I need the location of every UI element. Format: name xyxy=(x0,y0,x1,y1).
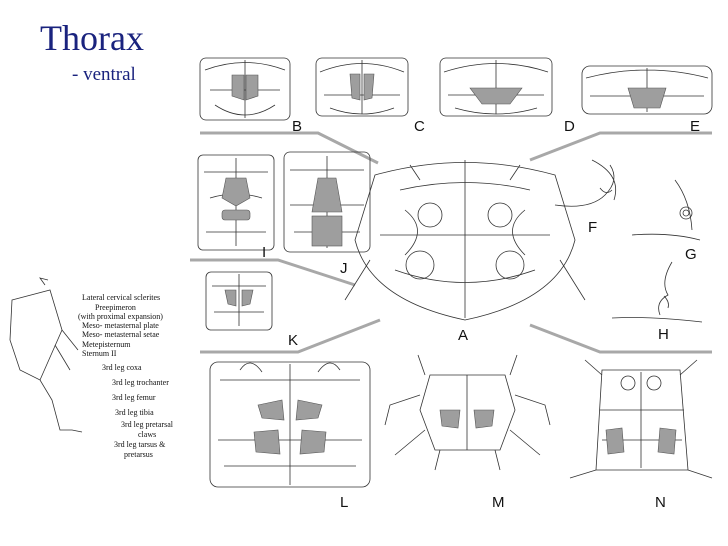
panel-c-drawing xyxy=(316,58,408,116)
panel-a-drawing xyxy=(345,160,585,320)
panel-k-drawing xyxy=(206,272,272,330)
page-subtitle: - ventral xyxy=(72,64,136,85)
panel-label-j: J xyxy=(340,260,348,277)
panel-label-f: F xyxy=(588,219,598,236)
annotation-label: 3rd leg tibia xyxy=(115,408,154,417)
panel-j-drawing xyxy=(284,152,370,252)
panel-e-drawing xyxy=(582,66,712,114)
page-title: Thorax xyxy=(40,18,144,58)
panel-label-b: B xyxy=(292,118,303,135)
annotation-label: 3rd leg tarsus & xyxy=(114,440,166,449)
panel-n-drawing xyxy=(570,360,712,478)
panel-i-drawing xyxy=(198,155,274,250)
annotation-label: claws xyxy=(138,430,157,439)
panel-g-drawing xyxy=(632,180,700,240)
annotation-label: Sternum II xyxy=(82,349,117,358)
side-figure-drawing xyxy=(10,278,82,432)
panel-label-c: C xyxy=(414,118,425,135)
panel-label-m: M xyxy=(492,494,505,511)
panel-label-n: N xyxy=(655,494,666,511)
panel-f-drawing xyxy=(555,160,616,206)
annotation-label: 3rd leg trochanter xyxy=(112,378,169,387)
panel-l-drawing xyxy=(210,362,370,487)
annotation-label: Meso- metasternal plate xyxy=(82,321,159,330)
panel-label-d: D xyxy=(564,118,575,135)
panel-label-l: L xyxy=(340,494,349,511)
annotation-label: Meso- metasternal setae xyxy=(82,330,160,339)
panel-h-drawing xyxy=(612,262,702,322)
annotation-label: Preepimeron xyxy=(95,303,136,312)
connector-lines xyxy=(190,133,712,352)
annotation-label: pretarsus xyxy=(124,450,153,459)
annotation-label: (with proximal expansion) xyxy=(78,312,163,321)
panel-b-drawing xyxy=(200,58,290,120)
panel-label-k: K xyxy=(288,332,299,349)
panel-label-h: H xyxy=(658,326,669,343)
panel-label-a: A xyxy=(458,327,469,344)
annotation-label: 3rd leg pretarsal xyxy=(121,420,173,429)
annotation-label: Metepisternum xyxy=(82,340,131,349)
panel-m-drawing xyxy=(385,355,550,470)
annotation-label: Lateral cervical sclerites xyxy=(82,293,161,302)
panel-label-i: I xyxy=(262,244,267,261)
panel-label-e: E xyxy=(690,118,701,135)
annotation-label: 3rd leg coxa xyxy=(102,363,142,372)
panel-d-drawing xyxy=(440,58,552,116)
panel-label-g: G xyxy=(685,246,697,263)
annotation-label: 3rd leg femur xyxy=(112,393,156,402)
